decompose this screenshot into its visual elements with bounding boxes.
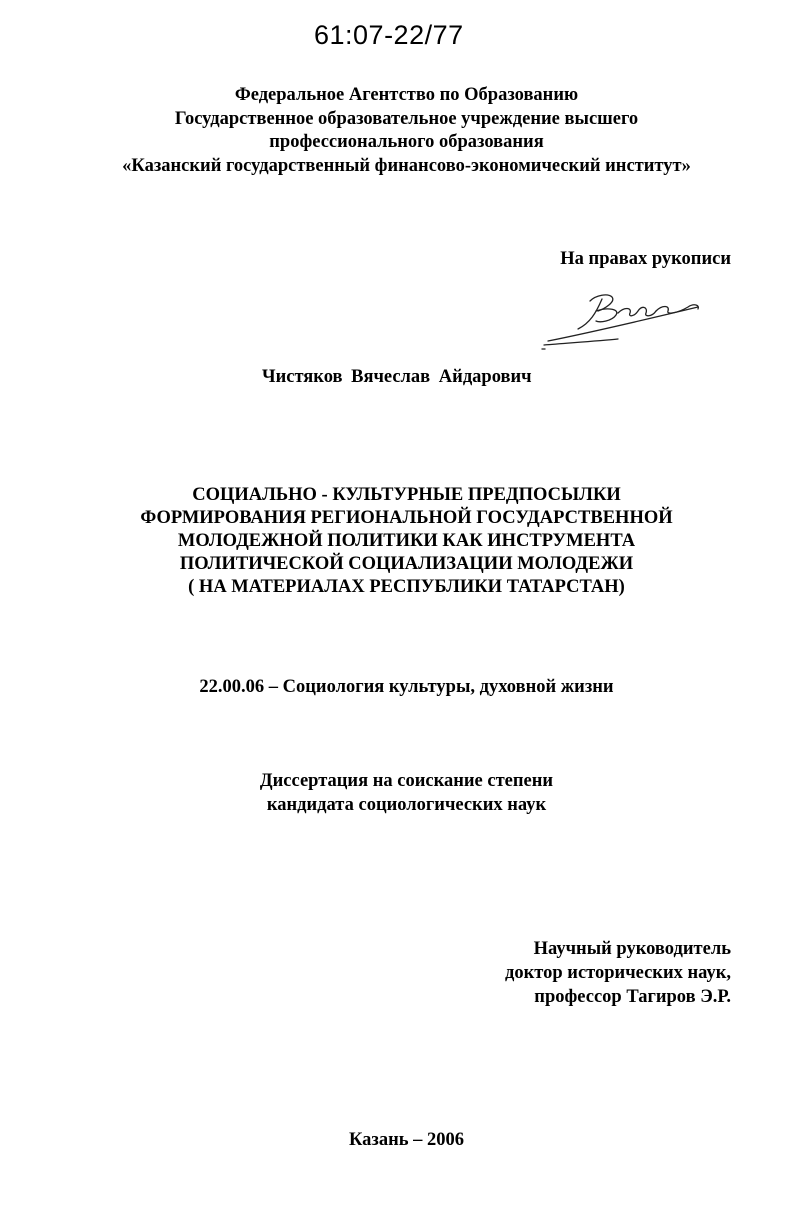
archive-code: 61:07-22/77 xyxy=(314,20,464,50)
supervisor-line: Научный руководитель xyxy=(533,939,731,959)
degree-line: Диссертация на соискание степени xyxy=(259,771,554,791)
city-year: Казань – 2006 xyxy=(348,1130,465,1150)
title-line: ФОРМИРОВАНИЯ РЕГИОНАЛЬНОЙ ГОСУДАРСТВЕННОЙ xyxy=(140,508,673,528)
author-name: Чистяков Вячеслав Айдарович xyxy=(262,367,532,387)
organization-line: Государственное образовательное учреждение высшего xyxy=(174,108,639,129)
degree-statement xyxy=(60,770,753,817)
specialty-code: 22.00.06 – Социология культуры, духовной жизни xyxy=(199,677,614,697)
title-line: СОЦИАЛЬНО - КУЛЬТУРНЫЕ ПРЕДПОСЫЛКИ xyxy=(192,485,621,505)
organization-line: Федеральное Агентство по Образованию xyxy=(234,85,579,105)
supervisor-line: профессор Тагиров Э.Р. xyxy=(534,987,731,1007)
degree-line: кандидата социологических наук xyxy=(266,794,547,815)
supervisor-block xyxy=(505,937,731,1009)
organization-line: «Казанский государственный финансово-экономический институт» xyxy=(122,155,691,176)
dissertation-title xyxy=(60,484,753,599)
title-line: ПОЛИТИЧЕСКОЙ СОЦИАЛИЗАЦИИ МОЛОДЕЖИ xyxy=(179,554,634,574)
title-line: ( НА МАТЕРИАЛАХ РЕСПУБЛИКИ ТАТАРСТАН) xyxy=(188,577,625,597)
title-line: МОЛОДЕЖНОЙ ПОЛИТИКИ КАК ИНСТРУМЕНТА xyxy=(177,531,636,551)
supervisor-line: доктор исторических наук, xyxy=(505,963,731,983)
signature-image xyxy=(538,283,708,353)
rights-note: На правах рукописи xyxy=(560,249,731,269)
organization-line: профессионального образования xyxy=(269,132,544,152)
organization-header xyxy=(60,84,753,178)
